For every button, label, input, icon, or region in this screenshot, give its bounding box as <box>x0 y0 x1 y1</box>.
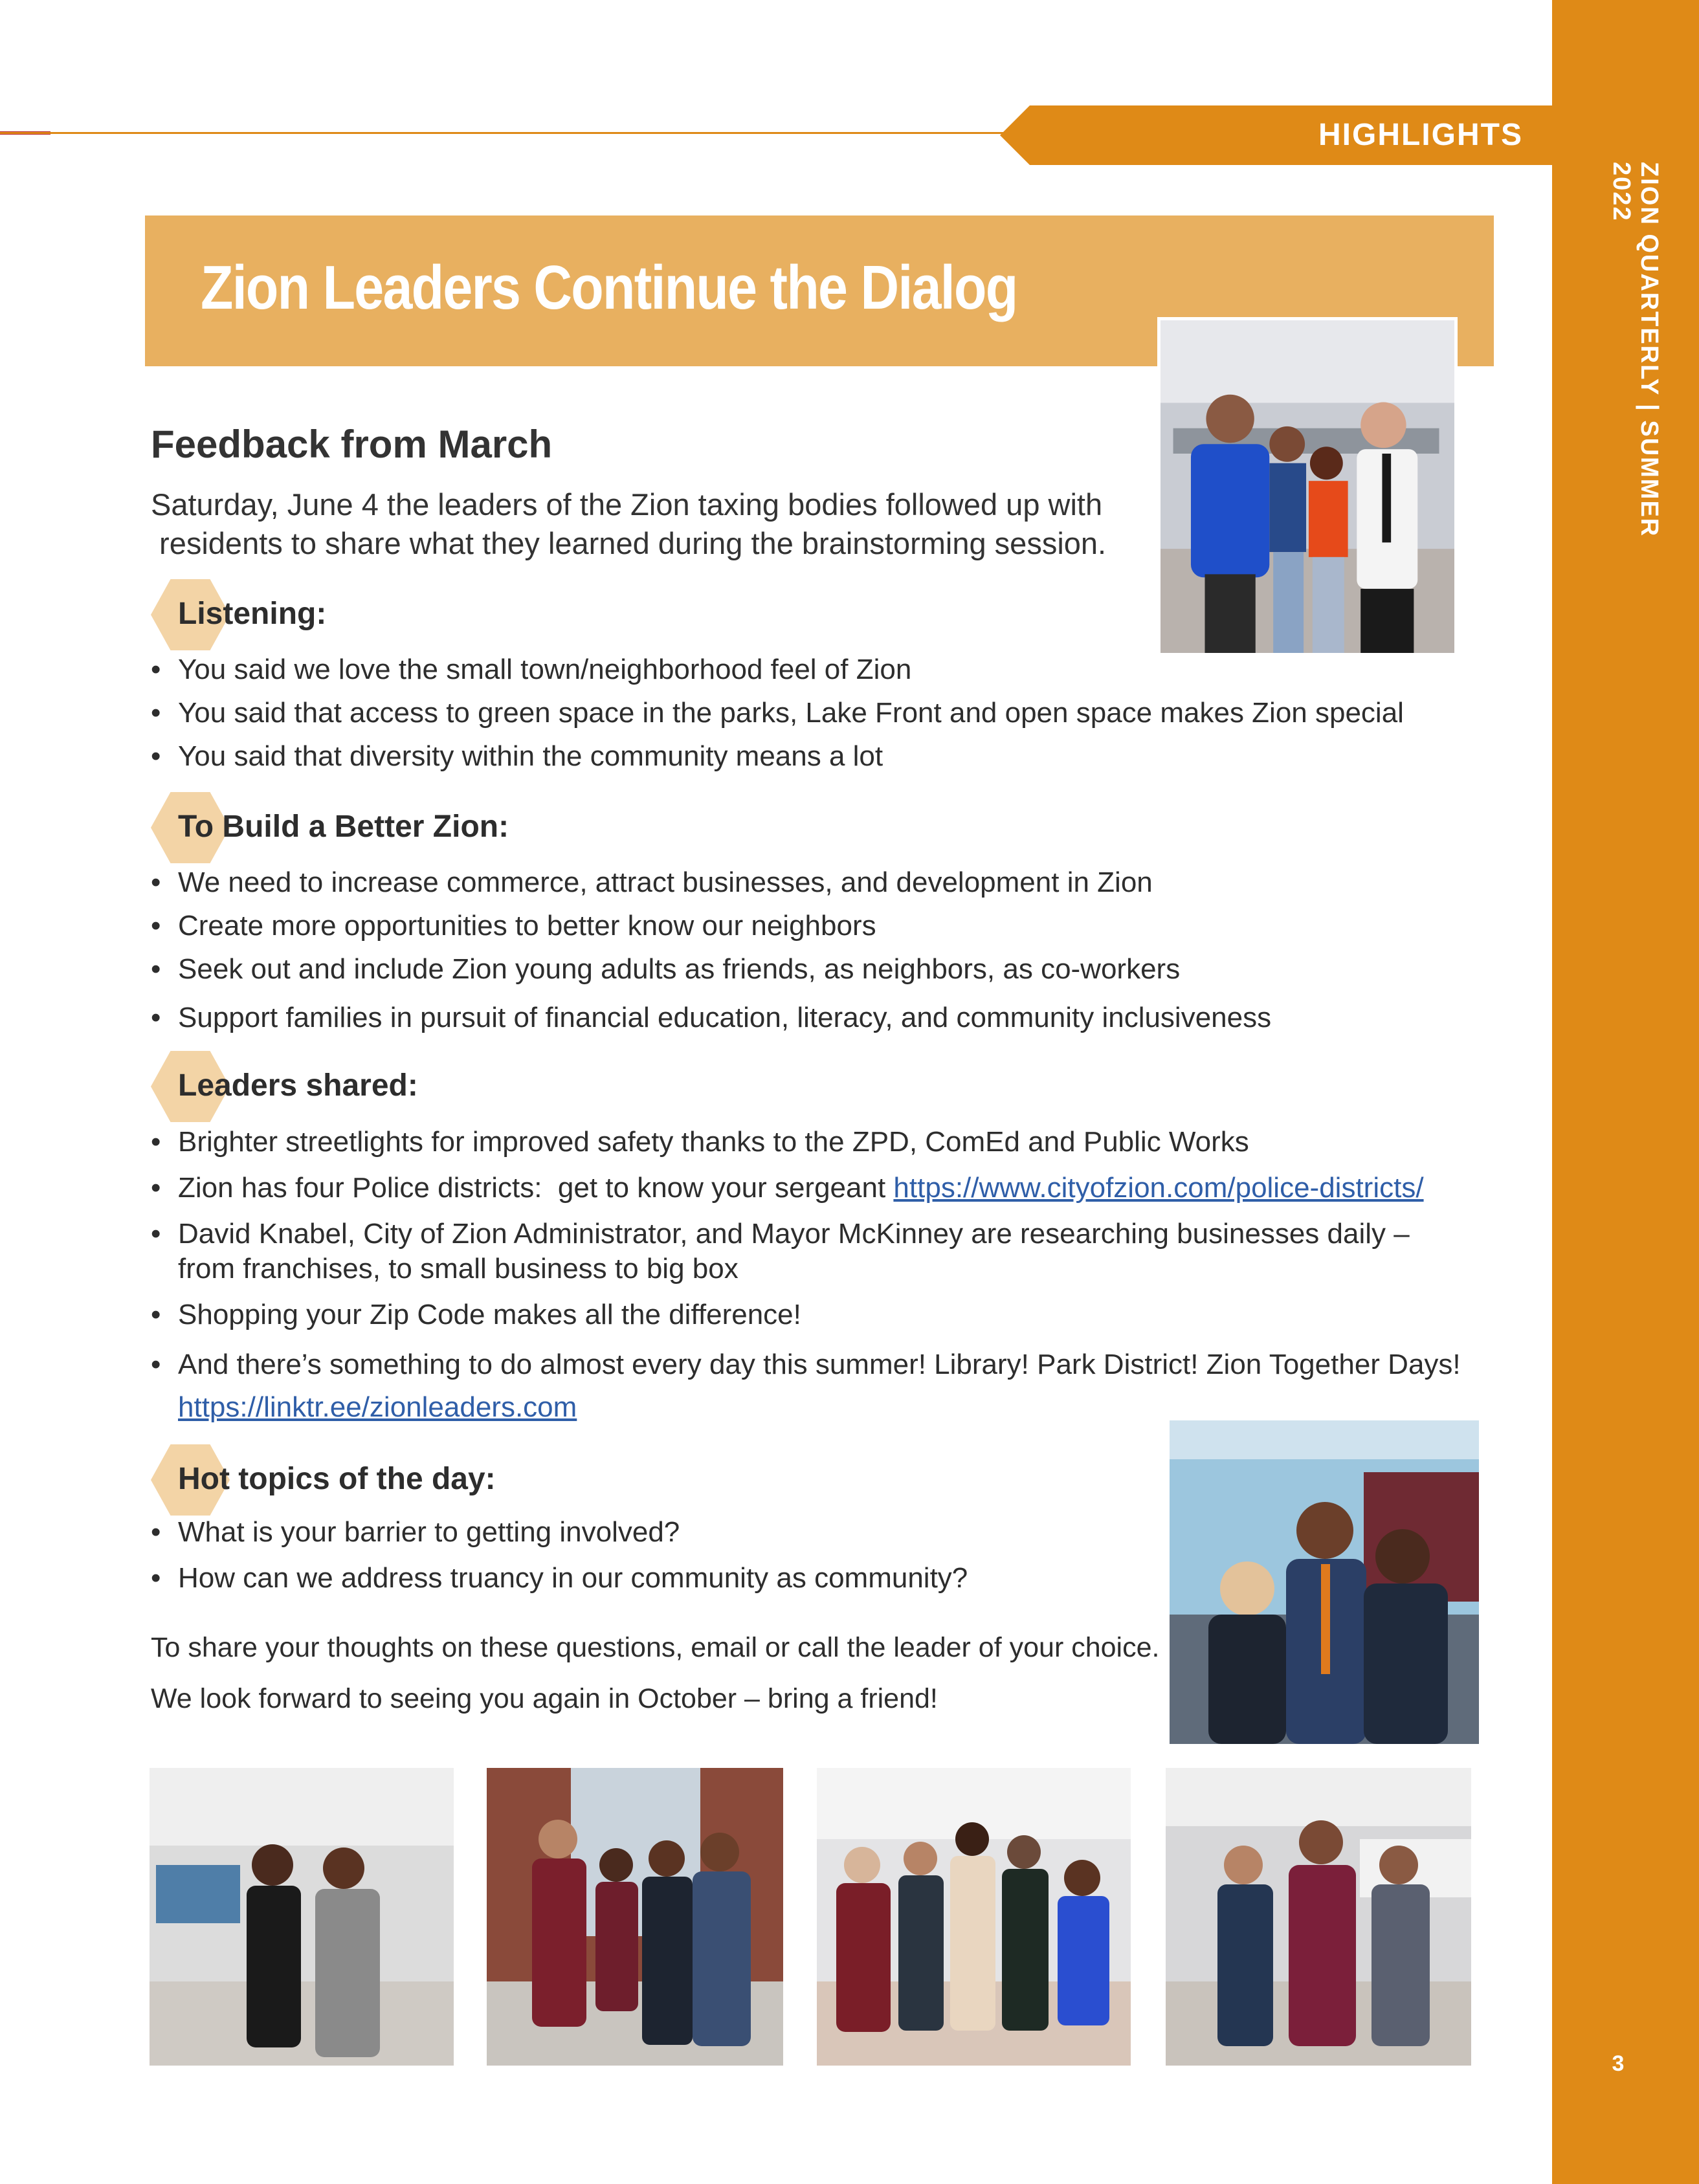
section-label: Hot topics of the day: <box>178 1462 496 1496</box>
publication-title: ZION QUARTERLY | SUMMER 2022 <box>1608 162 1663 538</box>
page-number: 3 <box>1612 2051 1625 2076</box>
section-label: To Build a Better Zion: <box>178 810 509 844</box>
page-title: Zion Leaders Continue the Dialog <box>201 253 1017 322</box>
photo-three-leaders <box>1170 1420 1479 1744</box>
list-item: • Brighter streetlights for improved safety thanks to the ZPD, ComEd and Public Works <box>151 1126 1249 1158</box>
listening-list <box>151 652 1404 774</box>
hot-topics-list <box>151 1515 968 1596</box>
better-zion-list <box>151 865 1271 1035</box>
closing-line-2: We look forward to seeing you again in October – bring a friend! <box>151 1683 938 1714</box>
list-item: • You said that access to green space in the parks, Lake Front and open space makes Zion special <box>151 697 1404 729</box>
section-label: Leaders shared: <box>178 1068 418 1103</box>
list-item: • You said we love the small town/neighborhood feel of Zion <box>151 654 912 685</box>
list-item: • Create more opportunities to better know our neighbors <box>151 910 876 942</box>
list-item: • Seek out and include Zion young adults as friends, as neighbors, as co-workers <box>151 953 1181 985</box>
photo-two-women <box>150 1768 454 2066</box>
list-item: • David Knabel, City of Zion Administrator, and Mayor McKinney are researching businesses daily – from franchises, to small business to big box <box>151 1218 1410 1285</box>
police-districts-link[interactable]: https://www.cityofzion.com/police-districts/ <box>893 1172 1424 1204</box>
list-item: • And there’s something to do almost every day this summer! Library! Park District! Zion Together Days! https://linktr.ee/zionleaders.com <box>151 1349 1461 1423</box>
list-item: • How can we address truancy in our community as community? <box>151 1562 968 1594</box>
top-rule <box>0 132 1010 134</box>
intro-line-1: Saturday, June 4 the leaders of the Zion taxing bodies followed up with <box>151 487 1103 522</box>
feedback-heading: Feedback from March <box>151 423 553 466</box>
photo-three-men <box>1166 1768 1471 2066</box>
list-item: • Zion has four Police districts: get to know your sergeant https://www.cityofzion.com/police-districts/ <box>151 1172 1424 1204</box>
photo-group-with-youth <box>817 1768 1131 2066</box>
zionleaders-link[interactable]: https://linktr.ee/zionleaders.com <box>178 1391 577 1423</box>
section-label: Listening: <box>178 597 327 631</box>
feedback-intro <box>151 485 1160 563</box>
leaders-shared-list <box>151 1125 1461 1429</box>
list-item: • Support families in pursuit of financial education, literacy, and community inclusiveness <box>151 1002 1272 1033</box>
intro-line-2: residents to share what they learned during the brainstorming session. <box>151 526 1107 560</box>
photo-officers-with-kids <box>1157 317 1458 656</box>
list-item: • We need to increase commerce, attract businesses, and development in Zion <box>151 866 1153 898</box>
highlights-label: HIGHLIGHTS <box>1318 118 1523 152</box>
list-item: • You said that diversity within the community means a lot <box>151 740 883 772</box>
photo-four-leaders-outdoors <box>487 1768 783 2066</box>
closing-line-1: To share your thoughts on these questions, email or call the leader of your choice. <box>151 1632 1160 1663</box>
list-item: • Shopping your Zip Code makes all the difference! <box>151 1299 801 1330</box>
list-item: • What is your barrier to getting involved? <box>151 1516 680 1548</box>
